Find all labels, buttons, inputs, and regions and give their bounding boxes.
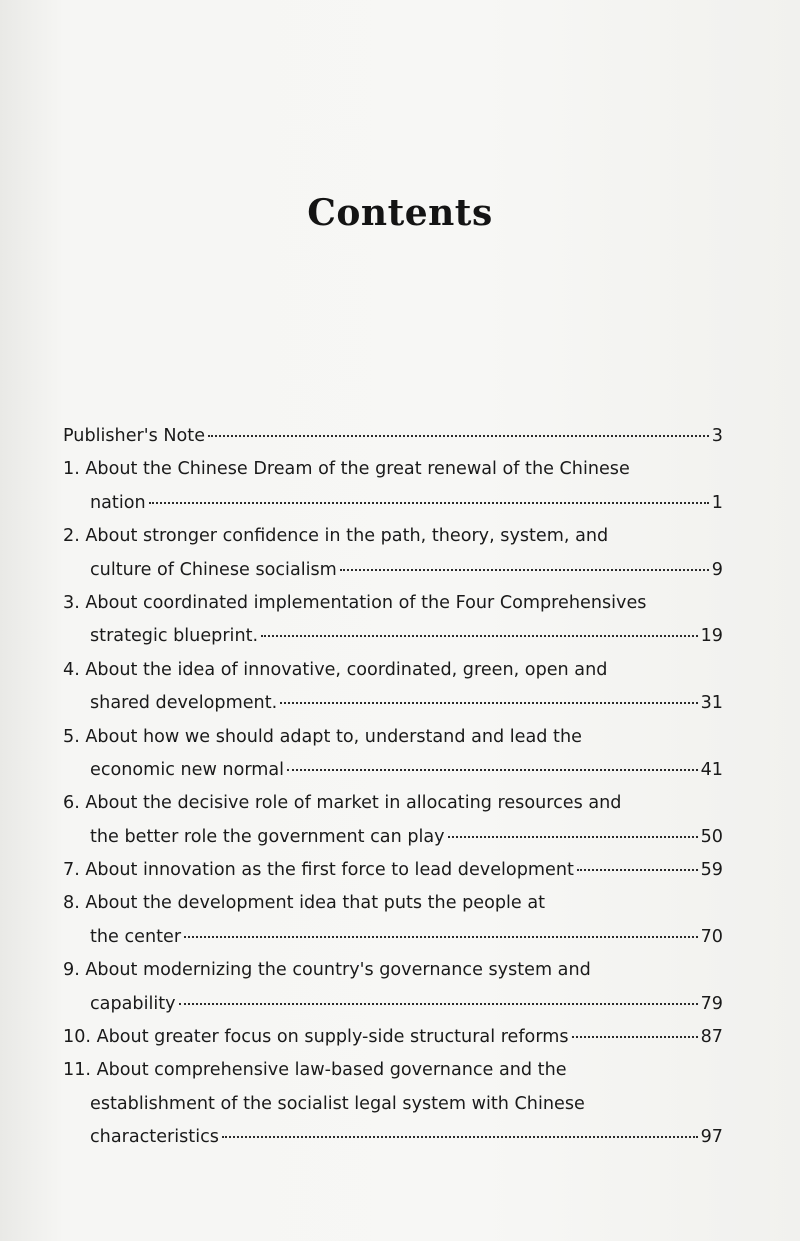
dot-leader [577,869,698,871]
toc-line [63,693,723,726]
toc-line [63,526,723,559]
toc-entry-text: 5. About how we should adapt to, understand and lead the [63,726,582,747]
toc-entry-text: 2. About stronger confidence in the path, theory, system, and [63,526,609,547]
toc-line [63,893,723,926]
toc-entry-text: 7. About innovation as the first force to lead development [63,860,574,881]
dot-leader [448,836,698,838]
toc-page-number: 87 [700,1027,723,1048]
toc-entry-text: 3. About coordinated implementation of the Four Comprehensives [63,592,647,613]
toc-line [63,1127,723,1160]
toc-line [63,426,723,459]
dot-leader [280,702,697,704]
dot-leader [572,1036,698,1038]
toc-line [63,727,723,760]
toc-entry-text: establishment of the socialist legal system with Chinese [90,1093,585,1114]
toc-page-number: 31 [700,693,723,714]
toc-entry-text: strategic blueprint. [90,626,259,647]
toc-line [63,994,723,1027]
dot-leader [208,435,709,437]
toc-entry-text: characteristics [90,1127,219,1148]
dot-leader [287,769,698,771]
toc-entry-text: the center [90,926,182,947]
toc-line [63,793,723,826]
toc-entry-text: culture of Chinese socialism [90,559,337,580]
toc-entry-text: capability [90,993,176,1014]
toc-entry-text: 11. About comprehensive law-based governance and the [63,1060,567,1081]
toc-entry-text: 9. About modernizing the country's governance system and [63,960,591,981]
dot-leader [184,936,698,938]
toc-entry-text: the better role the government can play [90,826,445,847]
toc-page-number: 97 [700,1127,723,1148]
toc-entry-text: 1. About the Chinese Dream of the great renewal of the Chinese [63,459,630,480]
page-title: Contents [307,192,493,234]
dot-leader [340,569,709,571]
dot-leader [261,635,698,637]
toc-page-number: 19 [700,626,723,647]
toc-line [63,927,723,960]
toc-entry-text: 10. About greater focus on supply-side structural reforms [63,1027,569,1048]
toc-line [63,660,723,693]
toc-line [63,593,723,626]
toc-line [63,1060,723,1093]
toc-line [63,760,723,793]
toc-entry-text: nation [90,492,146,513]
dot-leader [149,502,709,504]
toc-line [63,1027,723,1060]
toc-line [63,860,723,893]
toc-page-number: 41 [700,759,723,780]
toc-entry-text: 8. About the development idea that puts the people at [63,893,546,914]
toc-entry-text: Publisher's Note [63,426,206,446]
toc-line [63,960,723,993]
toc-line [63,626,723,659]
toc-entry-text: 4. About the idea of innovative, coordinated, green, open and [63,659,608,680]
toc-page-number: 70 [700,926,723,947]
toc-page-number: 1 [711,492,723,513]
toc-page-number: 3 [711,426,723,446]
toc-line [63,827,723,860]
dot-leader [222,1136,698,1138]
toc-line [63,459,723,492]
toc-page-number: 79 [700,993,723,1014]
toc-page-number: 9 [711,559,723,580]
toc-line [63,1094,723,1127]
toc-line [63,560,723,593]
toc-entry-text: shared development. [90,693,278,714]
toc-line [63,493,723,526]
toc-entry-text: economic new normal [90,759,285,780]
toc-entry-text: 6. About the decisive role of market in allocating resources and [63,793,622,814]
toc-page-number: 50 [700,826,723,847]
table-of-contents [63,426,723,1161]
toc-page-number: 59 [700,860,723,881]
dot-leader [179,1003,698,1005]
